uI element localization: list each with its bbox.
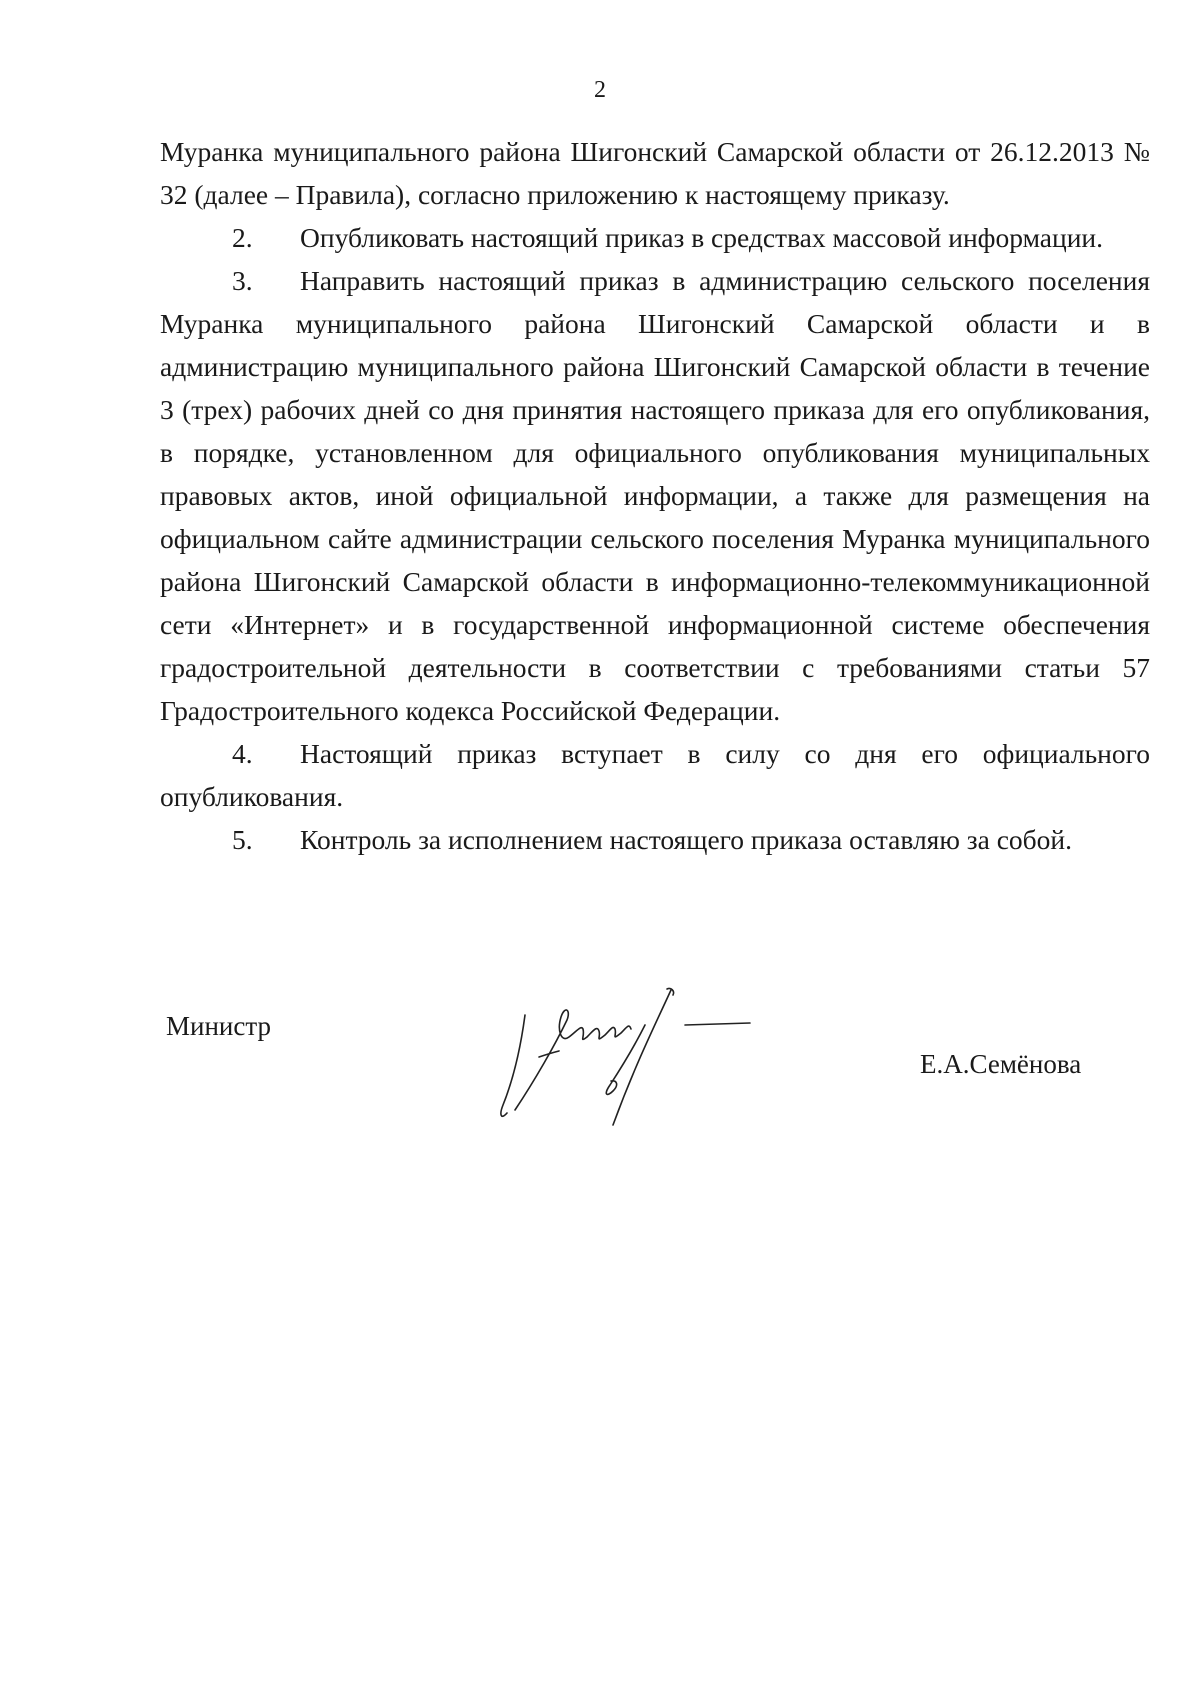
list-item-4 [160, 732, 1150, 818]
page-number: 2 [594, 77, 606, 103]
list-item-text: Направить настоящий приказ в администрацию сельского поселения Муранка муниципального района Шигонский Самарской области и в администрацию муниципального района Шигонский Самарской области в течение 3 (трех) рабочих дней со дня принятия настоящего приказа для его опубликования, в порядке, установленном для официального опубликования муниципальных правовых актов, иной официальной информации, а также для размещения на официальном сайте администрации сельского поселения Муранка муниципального района Шигонский Самарской области в информационно-телекоммуникационной сети «Интернет» и в государственной информационной системе обеспечения градостроительной деятельности в соответствии с требованиями статьи 57 Градостроительного кодекса Российской Федерации. [160, 265, 1150, 726]
list-item-number: 4. [232, 738, 253, 769]
handwritten-signature [495, 985, 825, 1135]
list-item-5 [160, 818, 1150, 861]
list-item-2 [160, 216, 1150, 259]
signer-name: Е.А.Семёнова [920, 1049, 1082, 1079]
list-item-3 [160, 259, 1150, 732]
list-item-text: Контроль за исполнением настоящего приказа оставляю за собой. [300, 824, 1072, 855]
list-item-number: 2. [232, 222, 253, 253]
list-item-number: 3. [232, 265, 253, 296]
list-item-text: Настоящий приказ вступает в силу со дня его официального опубликования. [160, 738, 1150, 812]
list-item-text: Опубликовать настоящий приказ в средствах массовой информации. [300, 222, 1104, 253]
list-item-number: 5. [232, 824, 253, 855]
paragraph-continuation: Муранка муниципального района Шигонский Самарской области от 26.12.2013 № 32 (далее – Правила), согласно приложению к настоящему приказу. [160, 136, 1150, 210]
document-body [160, 130, 1150, 861]
position-title: Министр [166, 1011, 271, 1041]
